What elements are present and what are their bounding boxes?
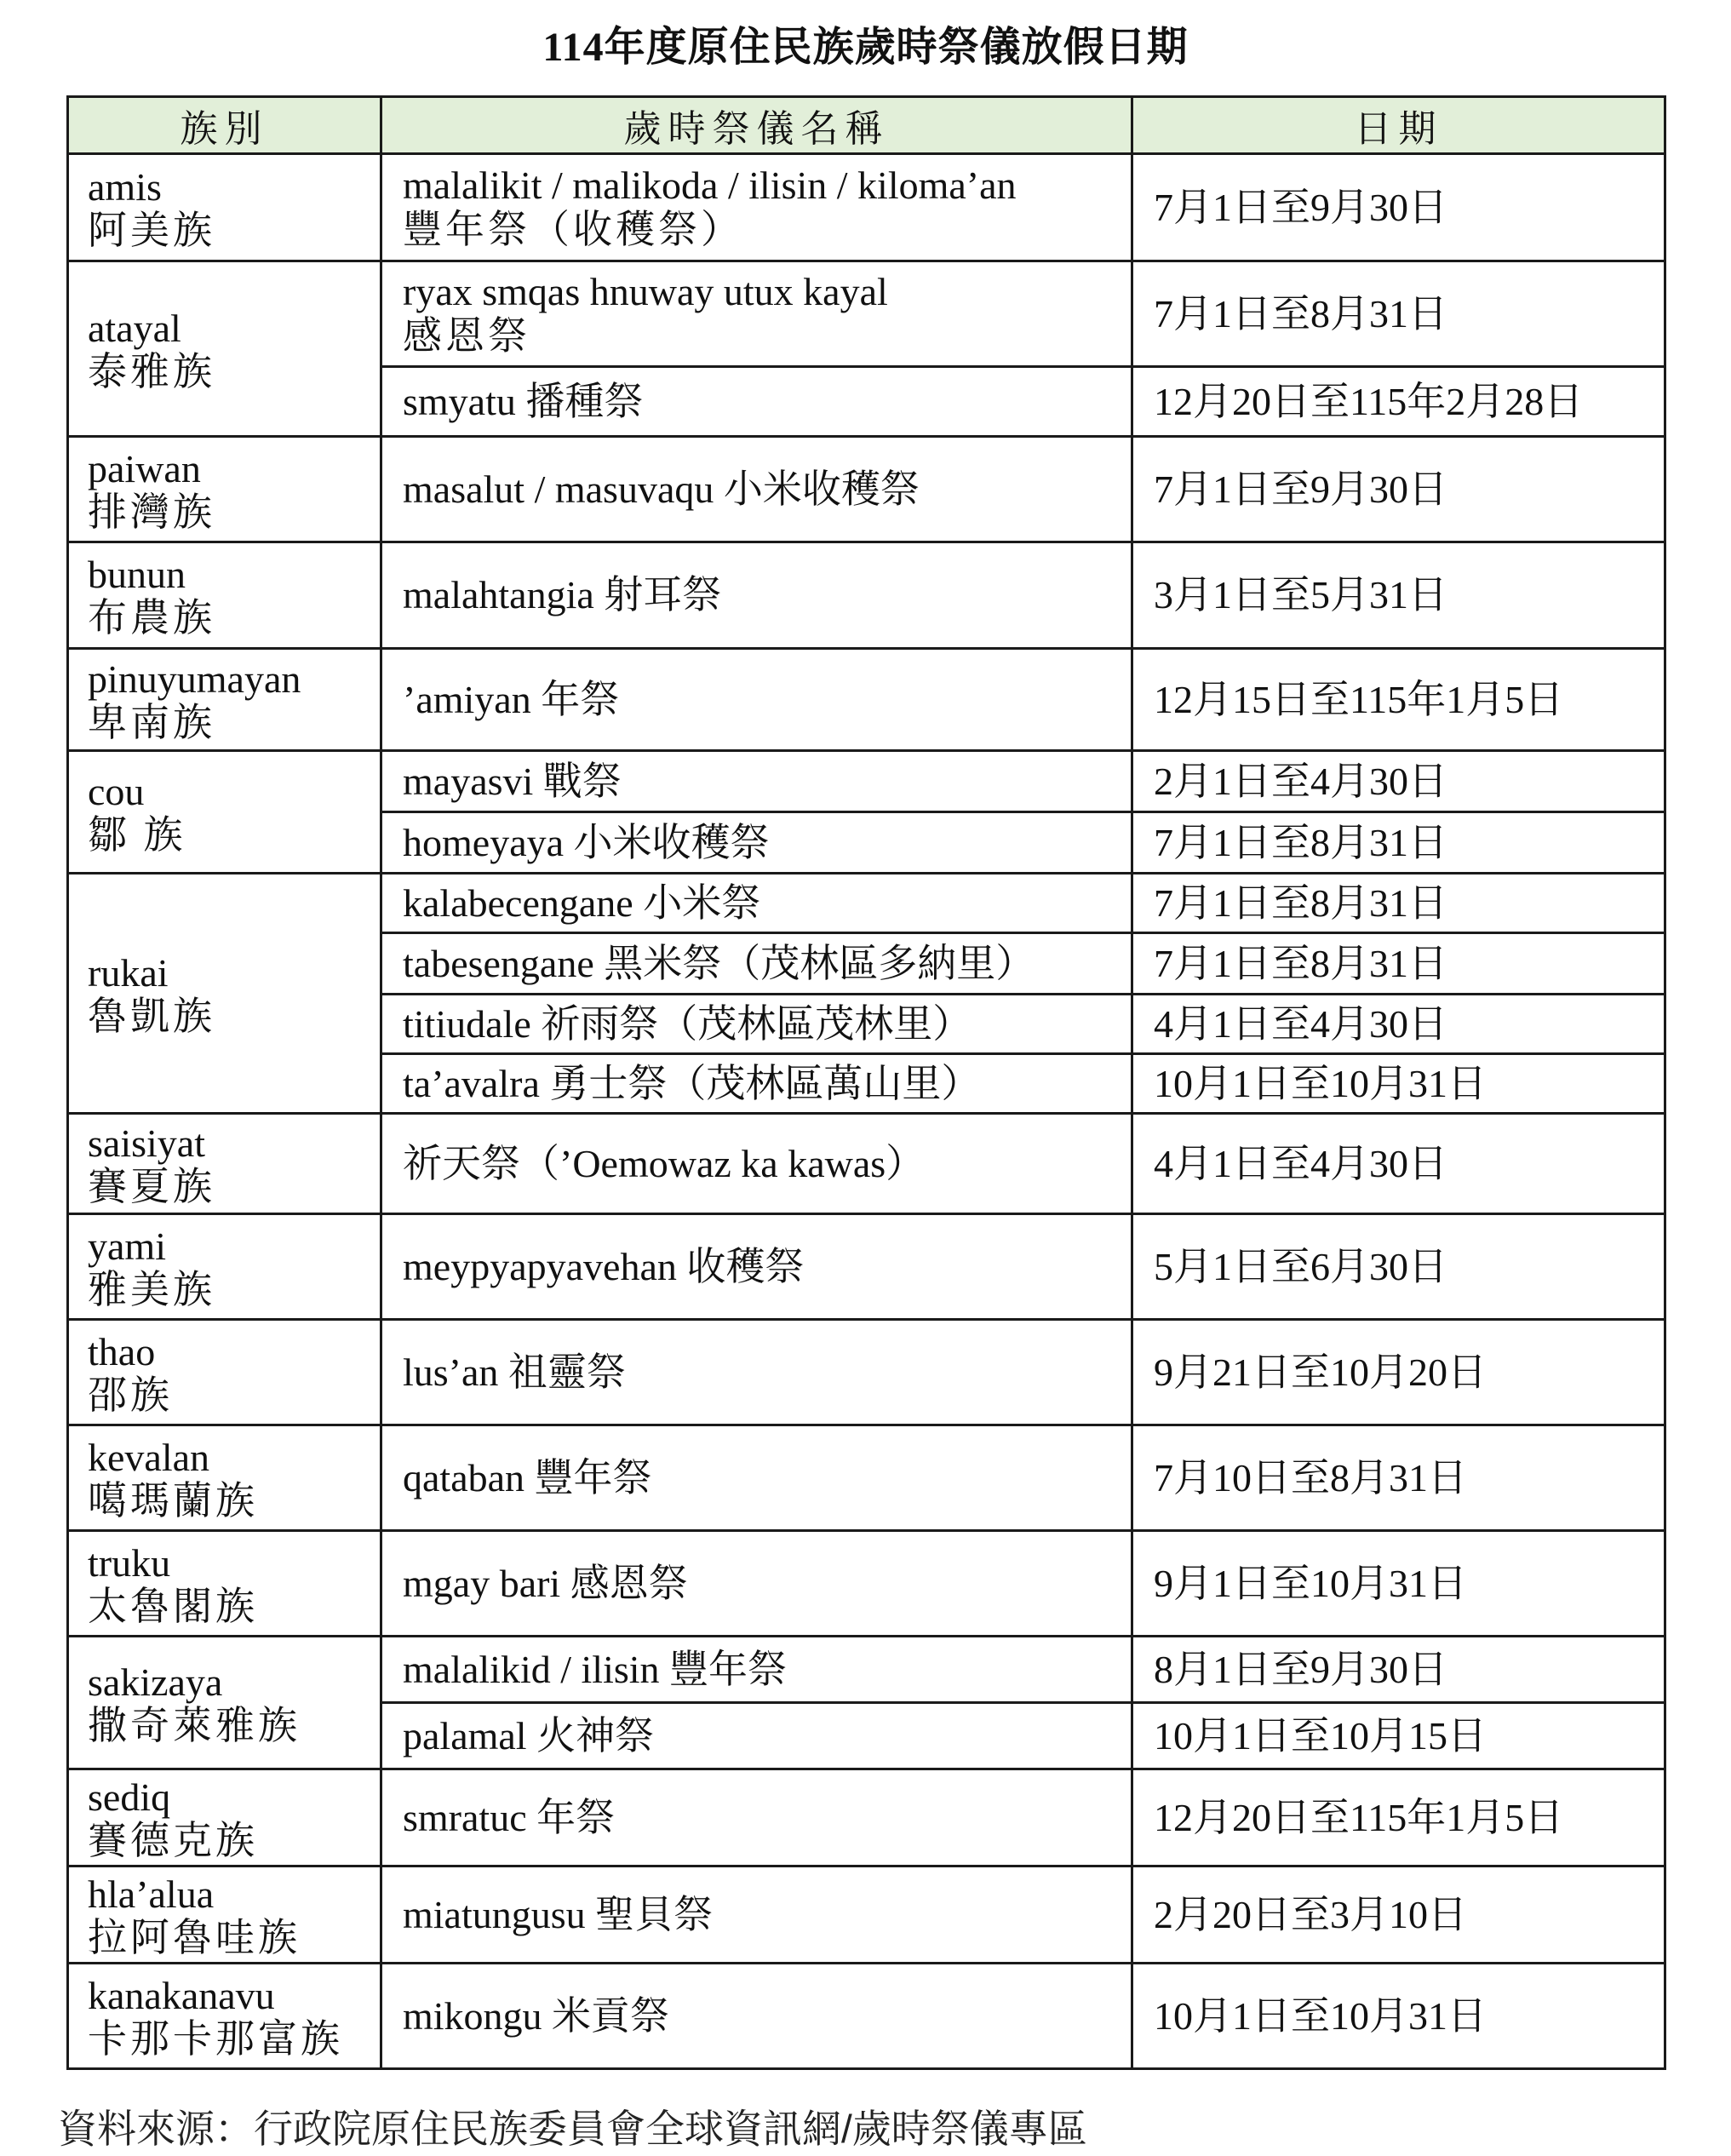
- tribe-cell: [68, 1637, 381, 1769]
- ritual-cell: ’amiyan 年祭: [381, 649, 1132, 751]
- tribe-cell: [68, 261, 381, 437]
- tribe-roman-name: truku: [88, 1540, 171, 1585]
- table-header-row: [68, 97, 1665, 154]
- tribe-roman-name: kanakanavu: [88, 1973, 275, 2017]
- page-title: 114年度原住民族歲時祭儀放假日期: [542, 25, 1189, 70]
- header-tribe: 族別: [68, 97, 381, 154]
- tribe-roman-name: saisiyat: [88, 1121, 205, 1165]
- table-row: [68, 261, 1665, 367]
- tribe-cell: [68, 649, 381, 751]
- tribe-cell: [68, 1769, 381, 1866]
- date-cell: 12月20日至115年2月28日: [1132, 367, 1665, 437]
- table-row: [68, 874, 1665, 933]
- tribe-chinese-name: 撒奇萊雅族: [88, 1703, 301, 1747]
- table-row: [68, 437, 1665, 542]
- tribe-roman-name: kevalan: [88, 1435, 210, 1479]
- tribe-chinese-name: 雅美族: [88, 1267, 215, 1311]
- ritual-cell: malalikid / ilisin 豐年祭: [381, 1637, 1132, 1703]
- date-cell: 7月10日至8月31日: [1132, 1425, 1665, 1531]
- source-note: 資料來源：行政院原住民族委員會全球資訊網/歲時祭儀專區: [58, 2107, 1087, 2151]
- table-row: [68, 1769, 1665, 1866]
- tribe-chinese-name: 賽德克族: [88, 1818, 258, 1862]
- tribe-chinese-name: 卑南族: [88, 700, 215, 744]
- tribe-roman-name: amis: [88, 164, 162, 209]
- date-cell: 10月1日至10月31日: [1132, 1964, 1665, 2069]
- date-cell: 5月1日至6月30日: [1132, 1214, 1665, 1320]
- ritual-name-line2: 感恩祭: [403, 313, 530, 358]
- tribe-chinese-name: 賽夏族: [88, 1164, 215, 1208]
- ritual-cell: mgay bari 感恩祭: [381, 1531, 1132, 1637]
- ritual-cell: [381, 154, 1132, 261]
- header-ritual: 歲時祭儀名稱: [381, 97, 1132, 154]
- tribe-chinese-name: 邵族: [88, 1373, 173, 1417]
- ritual-cell: mikongu 米貢祭: [381, 1964, 1132, 2069]
- date-cell: 8月1日至9月30日: [1132, 1637, 1665, 1703]
- tribe-cell: [68, 1866, 381, 1964]
- ritual-cell: meypyapyavehan 收穫祭: [381, 1214, 1132, 1320]
- date-cell: 9月1日至10月31日: [1132, 1531, 1665, 1637]
- date-cell: 10月1日至10月15日: [1132, 1703, 1665, 1769]
- ritual-cell: 祈天祭（’Oemowaz ka kawas）: [381, 1114, 1132, 1214]
- ritual-name: malalikit / malikoda / ilisin / kiloma’an: [403, 163, 1017, 207]
- ritual-cell: qataban 豐年祭: [381, 1425, 1132, 1531]
- date-cell: 7月1日至9月30日: [1132, 437, 1665, 542]
- tribe-roman-name: paiwan: [88, 446, 201, 490]
- ritual-cell: mayasvi 戰祭: [381, 751, 1132, 812]
- ritual-name-line2: 豐年祭（收穫祭）: [403, 207, 743, 251]
- tribe-roman-name: yami: [88, 1224, 166, 1268]
- table-row: [68, 1214, 1665, 1320]
- table-row: [68, 1964, 1665, 2069]
- ritual-cell: [381, 261, 1132, 367]
- tribe-roman-name: cou: [88, 769, 145, 813]
- date-cell: 10月1日至10月31日: [1132, 1054, 1665, 1114]
- date-cell: 7月1日至8月31日: [1132, 261, 1665, 367]
- tribe-chinese-name: 泰雅族: [88, 349, 215, 393]
- table-row: [68, 751, 1665, 812]
- tribe-roman-name: sakizaya: [88, 1660, 223, 1704]
- tribe-roman-name: thao: [88, 1329, 156, 1373]
- tribe-cell: [68, 1214, 381, 1320]
- tribe-roman-name: atayal: [88, 306, 181, 350]
- date-cell: 4月1日至4月30日: [1132, 1114, 1665, 1214]
- tribe-cell: [68, 1320, 381, 1425]
- tribe-cell: [68, 751, 381, 874]
- tribe-roman-name: hla’alua: [88, 1872, 215, 1916]
- date-cell: 2月20日至3月10日: [1132, 1866, 1665, 1964]
- tribe-chinese-name: 布農族: [88, 596, 215, 639]
- date-cell: 7月1日至8月31日: [1132, 874, 1665, 933]
- table-row: [68, 1866, 1665, 1964]
- ritual-cell: smyatu 播種祭: [381, 367, 1132, 437]
- ritual-cell: lus’an 祖靈祭: [381, 1320, 1132, 1425]
- tribe-chinese-name: 噶瑪蘭族: [88, 1478, 258, 1522]
- date-cell: 4月1日至4月30日: [1132, 995, 1665, 1054]
- tribe-chinese-name: 拉阿魯哇族: [88, 1915, 301, 1959]
- table-row: [68, 1114, 1665, 1214]
- table-row: [68, 542, 1665, 649]
- tribe-cell: [68, 874, 381, 1114]
- table-row: [68, 1531, 1665, 1637]
- tribe-roman-name: bunun: [88, 553, 186, 596]
- ritual-cell: titiudale 祈雨祭（茂林區茂林里）: [381, 995, 1132, 1054]
- tribe-roman-name: pinuyumayan: [88, 657, 301, 701]
- tribe-cell: [68, 1425, 381, 1531]
- tribe-cell: [68, 437, 381, 542]
- date-cell: 12月15日至115年1月5日: [1132, 649, 1665, 751]
- table-row: [68, 649, 1665, 751]
- tribe-chinese-name: 魯凱族: [88, 994, 215, 1038]
- ritual-cell: smratuc 年祭: [381, 1769, 1132, 1866]
- date-cell: 2月1日至4月30日: [1132, 751, 1665, 812]
- tribe-chinese-name: 卡那卡那富族: [88, 2016, 343, 2061]
- ritual-cell: homeyaya 小米收穫祭: [381, 812, 1132, 874]
- ritual-name: ryax smqas hnuway utux kayal: [403, 269, 888, 313]
- tribe-cell: [68, 542, 381, 649]
- table-row: [68, 1425, 1665, 1531]
- ritual-cell: masalut / masuvaqu 小米收穫祭: [381, 437, 1132, 542]
- header-date: 日期: [1132, 97, 1665, 154]
- tribe-cell: [68, 1531, 381, 1637]
- table-row: [68, 1320, 1665, 1425]
- date-cell: 9月21日至10月20日: [1132, 1320, 1665, 1425]
- table-row: [68, 1637, 1665, 1703]
- ritual-cell: ta’avalra 勇士祭（茂林區萬山里）: [381, 1054, 1132, 1114]
- tribe-roman-name: rukai: [88, 950, 169, 995]
- tribe-chinese-name: 鄒 族: [88, 812, 186, 857]
- tribe-chinese-name: 阿美族: [88, 208, 215, 252]
- date-cell: 7月1日至9月30日: [1132, 154, 1665, 261]
- ritual-cell: malahtangia 射耳祭: [381, 542, 1132, 649]
- tribe-cell: [68, 154, 381, 261]
- tribe-chinese-name: 排灣族: [88, 490, 215, 534]
- date-cell: 12月20日至115年1月5日: [1132, 1769, 1665, 1866]
- ritual-cell: kalabecengane 小米祭: [381, 874, 1132, 933]
- date-cell: 7月1日至8月31日: [1132, 812, 1665, 874]
- tribe-cell: [68, 1964, 381, 2069]
- ritual-cell: palamal 火神祭: [381, 1703, 1132, 1769]
- tribe-chinese-name: 太魯閣族: [88, 1584, 258, 1628]
- tribe-cell: [68, 1114, 381, 1214]
- table-row: [68, 154, 1665, 261]
- ritual-cell: miatungusu 聖貝祭: [381, 1866, 1132, 1964]
- ritual-holiday-table: [66, 95, 1666, 2070]
- date-cell: 7月1日至8月31日: [1132, 933, 1665, 995]
- ritual-cell: tabesengane 黑米祭（茂林區多納里）: [381, 933, 1132, 995]
- tribe-roman-name: sediq: [88, 1775, 171, 1819]
- date-cell: 3月1日至5月31日: [1132, 542, 1665, 649]
